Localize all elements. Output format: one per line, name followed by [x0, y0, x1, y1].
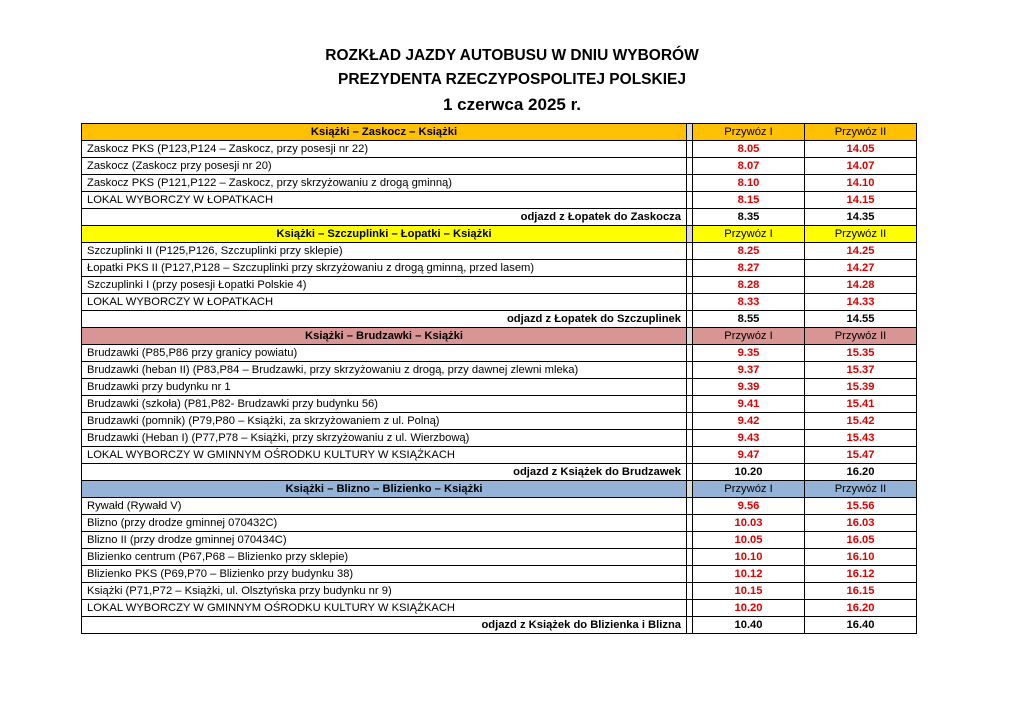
time-przywoz-2: 14.33: [805, 294, 917, 311]
section-header: [82, 124, 917, 141]
table-row: [82, 566, 917, 583]
time-przywoz-1: 8.33: [693, 294, 805, 311]
table-row: [82, 447, 917, 464]
table-row: [82, 345, 917, 362]
time-przywoz-2: 16.20: [805, 600, 917, 617]
time-przywoz-1: 9.42: [693, 413, 805, 430]
stop-name: Blizno II (przy drodze gminnej 070434C): [82, 532, 687, 549]
time-przywoz-1: 8.15: [693, 192, 805, 209]
table-row: [82, 158, 917, 175]
departure-time-2: 14.35: [805, 209, 917, 226]
stop-name: Brudzawki (heban II) (P83,P84 – Brudzawki, przy skrzyżowaniu z drogą, przy dawnej zlewni mleka): [82, 362, 687, 379]
time-przywoz-2: 14.10: [805, 175, 917, 192]
time-przywoz-2: 15.43: [805, 430, 917, 447]
time-przywoz-2: 15.42: [805, 413, 917, 430]
departure-time-1: 8.35: [693, 209, 805, 226]
time-przywoz-1: 10.20: [693, 600, 805, 617]
departure-time-1: 10.20: [693, 464, 805, 481]
stop-name: Zaskocz PKS (P121,P122 – Zaskocz, przy skrzyżowaniu z drogą gminną): [82, 175, 687, 192]
column-header-przywoz-2: Przywóz II: [805, 124, 917, 141]
column-header-przywoz-1: Przywóz I: [693, 226, 805, 243]
stop-name: Brudzawki przy budynku nr 1: [82, 379, 687, 396]
section-header: [82, 328, 917, 345]
column-header-przywoz-1: Przywóz I: [693, 481, 805, 498]
time-przywoz-2: 16.12: [805, 566, 917, 583]
time-przywoz-2: 16.03: [805, 515, 917, 532]
table-row: [82, 379, 917, 396]
table-row: [82, 600, 917, 617]
time-przywoz-2: 16.10: [805, 549, 917, 566]
time-przywoz-2: 15.37: [805, 362, 917, 379]
time-przywoz-1: 10.15: [693, 583, 805, 600]
time-przywoz-1: 8.07: [693, 158, 805, 175]
table-row: [82, 549, 917, 566]
section-title: Książki – Brudzawki – Książki: [82, 328, 687, 345]
departure-time-1: 10.40: [693, 617, 805, 634]
time-przywoz-1: 9.56: [693, 498, 805, 515]
document-header: [0, 44, 1024, 118]
table-row: [82, 430, 917, 447]
departure-row: [82, 464, 917, 481]
column-header-przywoz-2: Przywóz II: [805, 226, 917, 243]
table-row: [82, 243, 917, 260]
time-przywoz-1: 9.41: [693, 396, 805, 413]
departure-time-1: 8.55: [693, 311, 805, 328]
time-przywoz-1: 9.43: [693, 430, 805, 447]
time-przywoz-2: 14.15: [805, 192, 917, 209]
departure-row: [82, 209, 917, 226]
time-przywoz-1: 9.39: [693, 379, 805, 396]
title-date: 1 czerwca 2025 r.: [442, 95, 581, 114]
time-przywoz-1: 10.12: [693, 566, 805, 583]
departure-label: odjazd z Książek do Brudzawek: [82, 464, 687, 481]
stop-name: Łopatki PKS II (P127,P128 – Szczuplinki przy skrzyżowaniu z drogą gminną, przed lasem): [82, 260, 687, 277]
departure-row: [82, 617, 917, 634]
time-przywoz-1: 10.03: [693, 515, 805, 532]
title-line-2: PREZYDENTA RZECZYPOSPOLITEJ POLSKIEJ: [338, 71, 686, 88]
table-row: [82, 294, 917, 311]
stop-name: Zaskocz PKS (P123,P124 – Zaskocz, przy posesji nr 22): [82, 141, 687, 158]
time-przywoz-1: 9.37: [693, 362, 805, 379]
table-row: [82, 515, 917, 532]
stop-name: LOKAL WYBORCZY W GMINNYM OŚRODKU KULTURY W KSIĄŻKACH: [82, 600, 687, 617]
time-przywoz-2: 15.47: [805, 447, 917, 464]
time-przywoz-1: 9.35: [693, 345, 805, 362]
schedule-table: [81, 123, 917, 634]
time-przywoz-2: 14.25: [805, 243, 917, 260]
time-przywoz-1: 8.27: [693, 260, 805, 277]
time-przywoz-2: 14.07: [805, 158, 917, 175]
stop-name: Brudzawki (P85,P86 przy granicy powiatu): [82, 345, 687, 362]
departure-time-2: 16.20: [805, 464, 917, 481]
table-row: [82, 532, 917, 549]
departure-label: odjazd z Łopatek do Szczuplinek: [82, 311, 687, 328]
section-title: Książki – Zaskocz – Książki: [82, 124, 687, 141]
stop-name: Blizienko centrum (P67,P68 – Blizienko przy sklepie): [82, 549, 687, 566]
table-row: [82, 141, 917, 158]
time-przywoz-2: 16.05: [805, 532, 917, 549]
time-przywoz-1: 9.47: [693, 447, 805, 464]
time-przywoz-2: 16.15: [805, 583, 917, 600]
time-przywoz-2: 14.28: [805, 277, 917, 294]
time-przywoz-2: 14.27: [805, 260, 917, 277]
section-title: Książki – Szczuplinki – Łopatki – Książki: [82, 226, 687, 243]
stop-name: LOKAL WYBORCZY W ŁOPATKACH: [82, 192, 687, 209]
departure-label: odjazd z Książek do Blizienka i Blizna: [82, 617, 687, 634]
time-przywoz-1: 10.10: [693, 549, 805, 566]
section-header: [82, 481, 917, 498]
column-header-przywoz-1: Przywóz I: [693, 124, 805, 141]
time-przywoz-1: 8.28: [693, 277, 805, 294]
stop-name: Rywałd (Rywałd V): [82, 498, 687, 515]
stop-name: LOKAL WYBORCZY W ŁOPATKACH: [82, 294, 687, 311]
table-row: [82, 362, 917, 379]
time-przywoz-1: 10.05: [693, 532, 805, 549]
stop-name: Szczuplinki II (P125,P126, Szczuplinki przy sklepie): [82, 243, 687, 260]
table-row: [82, 583, 917, 600]
column-header-przywoz-1: Przywóz I: [693, 328, 805, 345]
time-przywoz-2: 15.35: [805, 345, 917, 362]
time-przywoz-2: 14.05: [805, 141, 917, 158]
table-row: [82, 175, 917, 192]
stop-name: Brudzawki (szkoła) (P81,P82- Brudzawki przy budynku 56): [82, 396, 687, 413]
table-row: [82, 413, 917, 430]
table-row: [82, 396, 917, 413]
departure-time-2: 16.40: [805, 617, 917, 634]
stop-name: Książki (P71,P72 – Książki, ul. Olsztyńska przy budynku nr 9): [82, 583, 687, 600]
time-przywoz-2: 15.56: [805, 498, 917, 515]
stop-name: Zaskocz (Zaskocz przy posesji nr 20): [82, 158, 687, 175]
stop-name: Blizno (przy drodze gminnej 070432C): [82, 515, 687, 532]
table-row: [82, 277, 917, 294]
column-header-przywoz-2: Przywóz II: [805, 481, 917, 498]
time-przywoz-1: 8.25: [693, 243, 805, 260]
title-line-1: ROZKŁAD JAZDY AUTOBUSU W DNIU WYBORÓW: [325, 47, 699, 64]
departure-label: odjazd z Łopatek do Zaskocza: [82, 209, 687, 226]
time-przywoz-1: 8.10: [693, 175, 805, 192]
stop-name: LOKAL WYBORCZY W GMINNYM OŚRODKU KULTURY W KSIĄŻKACH: [82, 447, 687, 464]
stop-name: Brudzawki (pomnik) (P79,P80 – Książki, za skrzyżowaniem z ul. Polną): [82, 413, 687, 430]
time-przywoz-1: 8.05: [693, 141, 805, 158]
table-row: [82, 260, 917, 277]
table-row: [82, 192, 917, 209]
section-header: [82, 226, 917, 243]
section-title: Książki – Blizno – Blizienko – Książki: [82, 481, 687, 498]
stop-name: Blizienko PKS (P69,P70 – Blizienko przy budynku 38): [82, 566, 687, 583]
time-przywoz-2: 15.39: [805, 379, 917, 396]
stop-name: Brudzawki (Heban I) (P77,P78 – Książki, przy skrzyżowaniu z ul. Wierzbową): [82, 430, 687, 447]
stop-name: Szczuplinki I (przy posesji Łopatki Polskie 4): [82, 277, 687, 294]
departure-row: [82, 311, 917, 328]
table-row: [82, 498, 917, 515]
time-przywoz-2: 15.41: [805, 396, 917, 413]
departure-time-2: 14.55: [805, 311, 917, 328]
column-header-przywoz-2: Przywóz II: [805, 328, 917, 345]
